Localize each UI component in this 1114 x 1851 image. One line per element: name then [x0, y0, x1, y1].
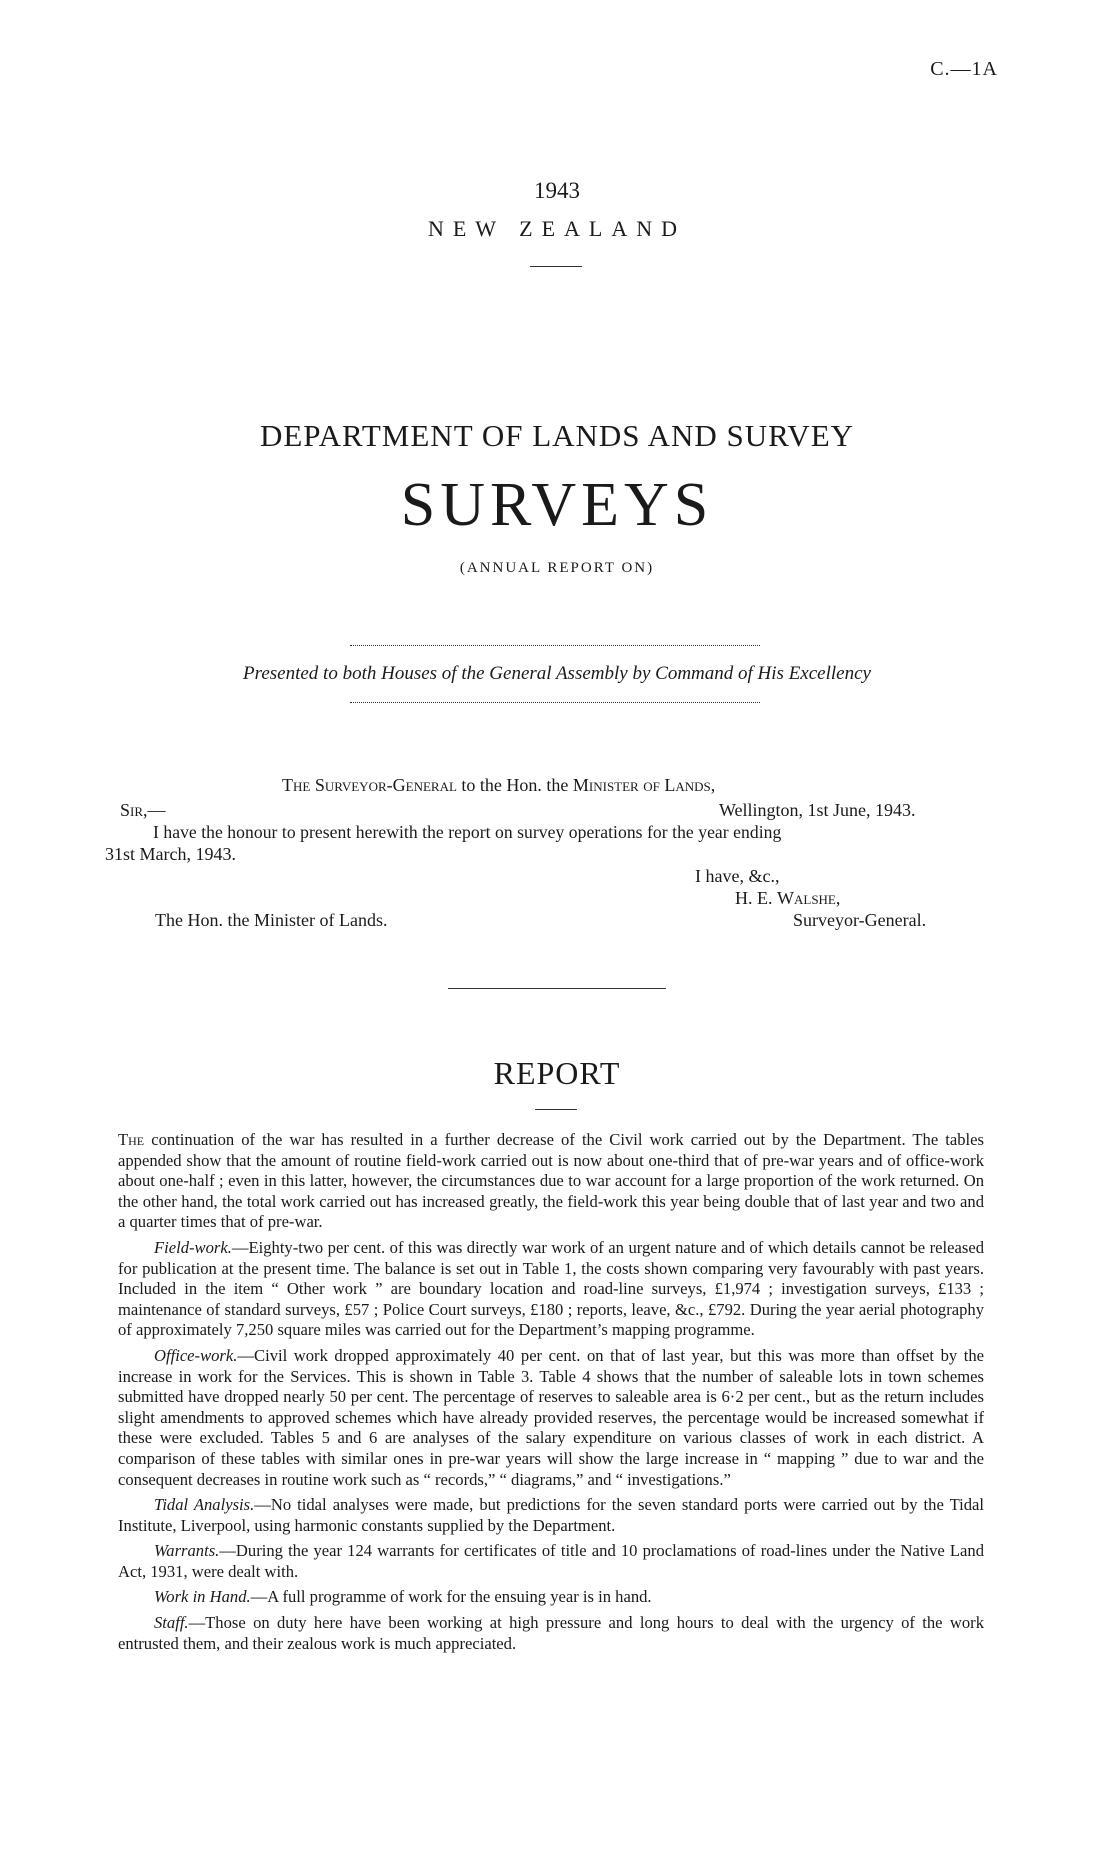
staff-paragraph — [118, 1613, 984, 1654]
section-heading: Staff. — [154, 1613, 189, 1633]
intro-text: continuation of the war has resulted in a further decrease of the Civil work carried out by the Department. The tables appended show that the amount of routine field-work carried out is now about one-third that of pre-war years and of office-work about one-half ; even in this latter, however, the circumstances due to war account for a large proportion of the work returned. On the other hand, the total work carried out has increased greatly, the field-work this year being double that of last year and two and a quarter times that of pre-war. — [118, 1130, 984, 1232]
section-text: —A full programme of work for the ensuing year is in hand. — [250, 1587, 652, 1607]
signer-name: Walshe, — [777, 888, 841, 908]
section-text: —During the year 124 warrants for certificates of title and 10 proclamations of road-lines under the Native Land Act, 1931, were dealt with. — [118, 1541, 984, 1581]
signer-title: Surveyor-General. — [793, 910, 927, 930]
presentation-note: Presented to both Houses of the General Assembly by Command of His Excellency — [243, 663, 871, 684]
divider — [350, 645, 760, 646]
report-intro-paragraph — [118, 1130, 984, 1233]
letter-signature — [735, 888, 840, 909]
intro-lead-word: The — [118, 1130, 145, 1149]
divider — [535, 1109, 577, 1110]
section-heading: Office-work. — [154, 1345, 238, 1365]
field-work-paragraph — [118, 1238, 984, 1341]
report-body — [118, 1130, 984, 1659]
office-work-paragraph — [118, 1346, 984, 1490]
signer-initials: H. E. — [735, 888, 773, 908]
divider — [350, 702, 760, 703]
report-heading: REPORT — [493, 1055, 621, 1091]
country-heading: NEW ZEALAND — [427, 216, 687, 241]
document-title: SURVEYS — [400, 471, 714, 539]
document-subtitle: (ANNUAL REPORT ON) — [459, 560, 655, 576]
section-text: —Eighty-two per cent. of this was directly war work of an urgent nature and of which details cannot be released for publication at the present time. The balance is set out in Table 1, the costs shown comparing very favourably with past years. Included in the item “ Other work ” are boundary location and road-line surveys, £1,974 ; investigation surveys, £133 ; maintenance of standard surveys, £57 ; Police Court surveys, £180 ; reports, leave, &c., £792. During the year aerial photography of approximately 7,250 square miles was carried out for the Department’s mapping programme. — [118, 1237, 984, 1340]
divider — [448, 988, 666, 989]
tidal-analysis-paragraph — [118, 1495, 984, 1536]
letter-recipient-line: The Hon. the Minister of Lands. — [155, 910, 388, 930]
section-heading: Work in Hand. — [154, 1587, 251, 1607]
letter-recipient: Minister of Lands, — [572, 775, 716, 795]
letter-place-date: Wellington, 1st June, 1943. — [719, 800, 916, 820]
department-heading: DEPARTMENT OF LANDS AND SURVEY — [259, 418, 855, 453]
letter-address — [282, 775, 715, 796]
letter-body-line-1: I have the honour to present herewith the report on survey operations for the year ending — [153, 822, 782, 842]
letter-body-line-2: 31st March, 1943. — [105, 844, 236, 864]
work-in-hand-paragraph — [118, 1587, 984, 1608]
letter-sender: The Surveyor-General — [282, 775, 457, 795]
report-year: 1943 — [534, 178, 580, 203]
section-heading: Field-work. — [154, 1237, 232, 1257]
page-identifier: C.—1A — [930, 58, 998, 80]
letter-to-prefix: to the Hon. the — [461, 775, 569, 795]
section-text: —No tidal analyses were made, but predictions for the seven standard ports were carried out by the Tidal Institute, Liverpool, using harmonic constants supplied by the Department. — [118, 1495, 984, 1535]
section-text: —Those on duty here have been working at high pressure and long hours to deal with the urgency of the work entrusted them, and their zealous work is much appreciated. — [118, 1613, 984, 1653]
divider — [530, 266, 582, 267]
section-text: —Civil work dropped approximately 40 per cent. on that of last year, but this was more than offset by the increase in work for the Services. This is shown in Table 3. Table 4 shows that the number of saleable lots in town schemes submitted have dropped nearly 50 per cent. The percentage of reserves to saleable area is 6·2 per cent., but as the return includes slight amendments to approved schemes which have already provided reserves, the percentage would be increased somewhat if these were excluded. Tables 5 and 6 are analyses of the salary expenditure on various classes of work in each district. A comparison of these tables with similar ones in pre-war years will show the large increase in “ mapping ” due to war and the consequent decreases in routine work such as “ records,” “ diagrams,” and “ investigations.” — [118, 1345, 984, 1489]
warrants-paragraph — [118, 1541, 984, 1582]
section-heading: Warrants. — [154, 1541, 220, 1561]
letter-closing: I have, &c., — [695, 866, 780, 886]
letter-salutation: Sir,— — [120, 800, 166, 820]
section-heading: Tidal Analysis. — [154, 1495, 255, 1515]
